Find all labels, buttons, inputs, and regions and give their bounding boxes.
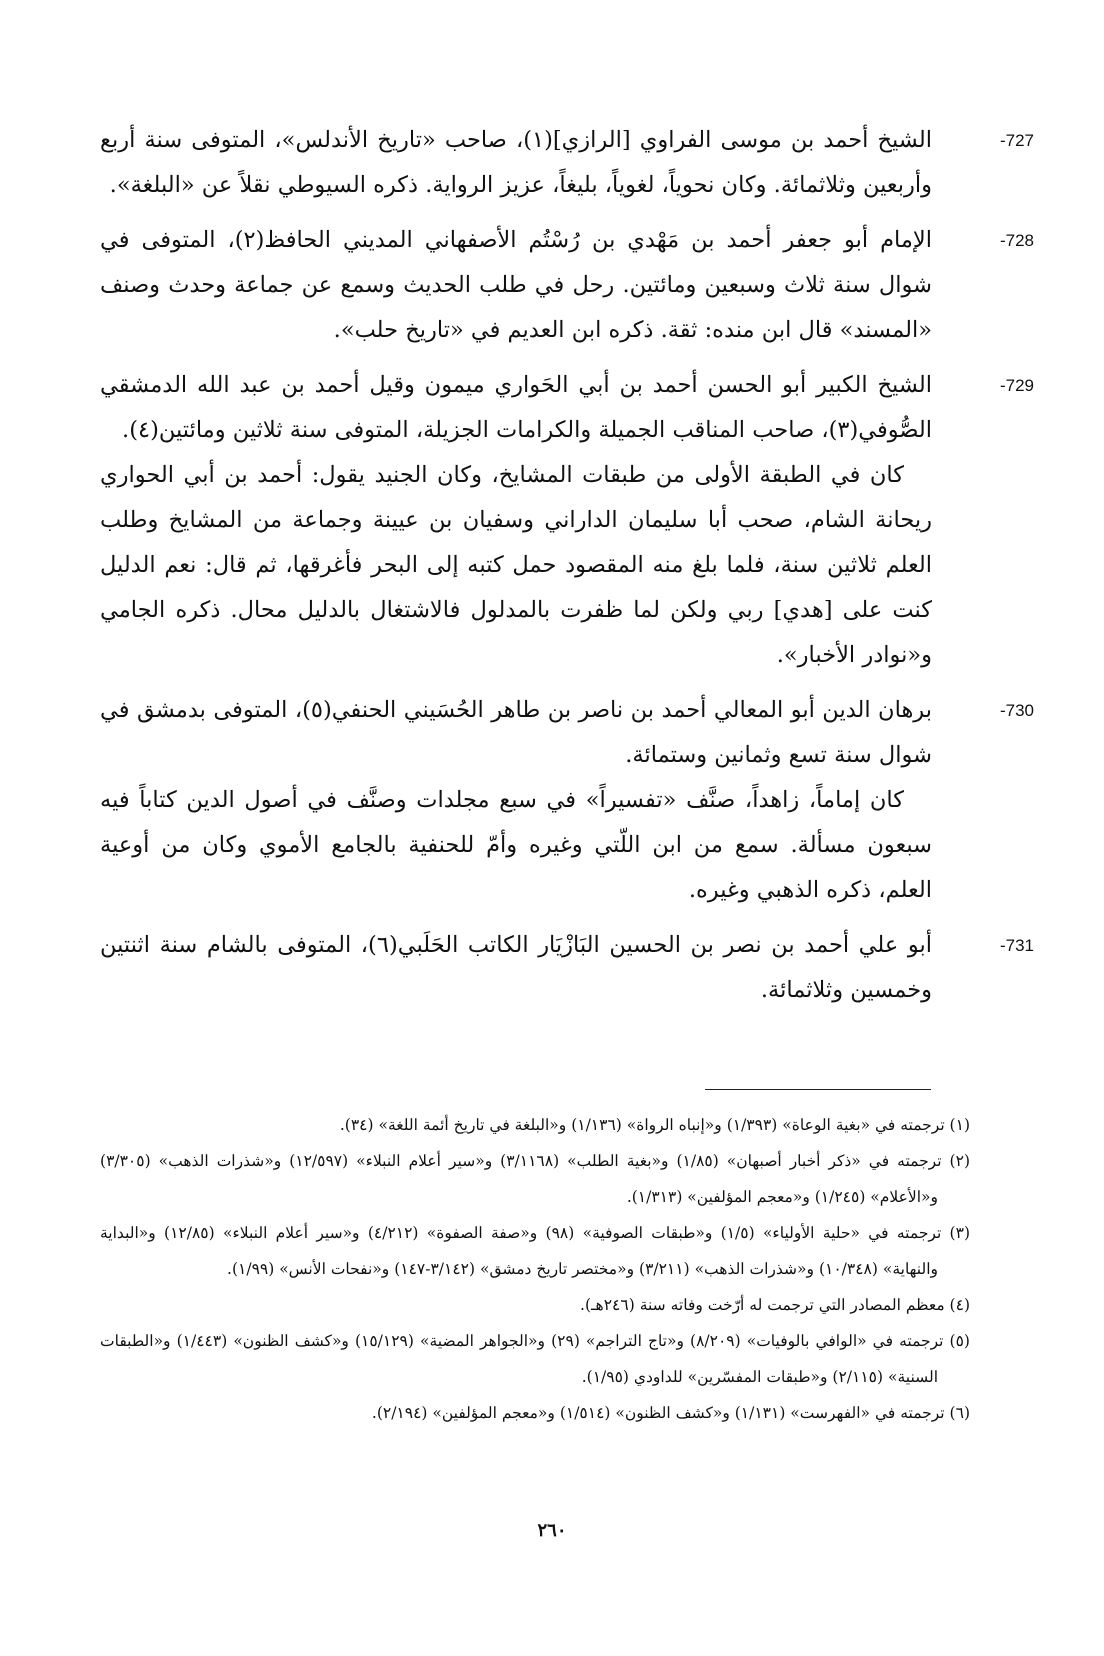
biography-entries [100,118,1034,1023]
entry-729 [100,363,1034,678]
footnotes [100,1107,970,1431]
entry-text: الإمام أبو جعفر أحمد بن مَهْدي بن رُسْتُم الأصفهاني المديني الحافظ(٢)، المتوفى في شوال سنة ثلاث وسبعين ومائتين. رحل في طلب الحديث وسمع عن جماعة وحدث وصنف «المسند» قال ابن منده: ثقة. ذكره ابن العديم في «تاريخ حلب». [100,227,932,343]
footnote-4: (٤) معظم المصادر التي ترجمت له أرّخت وفاته سنة (٢٤٦هـ). [580,1296,970,1314]
footnote-separator [705,1089,931,1090]
entry-text: برهان الدين أبو المعالي أحمد بن ناصر بن طاهر الحُسَيني الحنفي(٥)، المتوفى بدمشق في شوال سنة تسع وثمانين وستمائة. [100,697,932,768]
entry-number: -731 [999,936,1034,955]
entry-text-continued: كان في الطبقة الأولى من طبقات المشايخ، وكان الجنيد يقول: أحمد بن أبي الحواري ريحانة الشام، صحب أبا سليمان الداراني وسفيان بن عيينة وجماعة من المشايخ وطلب العلم ثلاثين سنة، فلما بلغ منه المقصود حمل كتبه إلى البحر فأغرقها، ثم قال: نعم الدليل كنت على [هدي] ربي ولكن لما ظفرت بالمدلول فالاشتغال بالدليل محال. ذكره الجامي و«نوادر الأخبار». [100,462,932,668]
entry-text: أبو علي أحمد بن نصر بن الحسين البَازْيَار الكاتب الحَلَبي(٦)، المتوفى بالشام سنة اثنتين وخمسين وثلاثمائة. [100,932,932,1003]
entry-730 [100,688,1034,913]
footnote-5: (٥) ترجمته في «الوافي بالوفيات» (٨/٢٠٩) و«تاج التراجم» (٢٩) و«الجواهر المضية» (١٥/١٢٩) و«كشف الظنون» (١/٤٤٣) و«الطبقات السنية» (٢/١١٥) و«طبقات المفسّرين» للداودي (١/٩٥). [100,1332,970,1386]
entry-number: -728 [999,231,1034,250]
entry-728 [100,218,1034,353]
footnote-3: (٣) ترجمته في «حلية الأولياء» (١/٥) و«طبقات الصوفية» (٩٨) و«صفة الصفوة» (٤/٢١٢) و«سير أعلام النبلاء» (١٢/٨٥) و«البداية والنهاية» (١٠/٣٤٨) و«شذرات الذهب» (٣/٢١١) و«مختصر تاريخ دمشق» (٣/١٤٢-١٤٧) و«نفحات الأنس» (١/٩٩). [100,1224,970,1278]
entry-727 [100,118,1034,208]
page-number: ٢٦٠ [537,1520,567,1541]
entry-number: -729 [999,376,1034,395]
entry-number: -730 [999,701,1034,720]
entry-731 [100,923,1034,1013]
entry-number: -727 [999,131,1034,150]
footnote-6: (٦) ترجمته في «الفهرست» (١/١٣١) و«كشف الظنون» (١/٥١٤) و«معجم المؤلفين» (٢/١٩٤). [371,1404,970,1422]
footnote-1: (١) ترجمته في «بغية الوعاة» (١/٣٩٣) و«إنباه الرواة» (١/١٣٦) و«البلغة في تاريخ أئمة اللغة» (٣٤). [339,1116,970,1134]
entry-text: الشيخ أحمد بن موسى الفراوي [الرازي](١)، صاحب «تاريخ الأندلس»، المتوفى سنة أربع وأربعين وثلاثمائة. وكان نحوياً، لغوياً، بليغاً، عزيز الرواية. ذكره السيوطي نقلاً عن «البلغة». [100,127,932,198]
footnote-2: (٢) ترجمته في «ذكر أخبار أصبهان» (١/٨٥) و«بغية الطلب» (٣/١١٦٨) و«سير أعلام النبلاء» (١٢/٥٩٧) و«شذرات الذهب» (٣/٣٠٥) و«الأعلام» (١/٢٤٥) و«معجم المؤلفين» (١/٣١٣). [100,1152,970,1206]
entry-text: الشيخ الكبير أبو الحسن أحمد بن أبي الحَواري ميمون وقيل أحمد بن عبد الله الدمشقي الصُّوفي(٣)، صاحب المناقب الجميلة والكرامات الجزيلة، المتوفى سنة ثلاثين ومائتين(٤). [100,372,932,443]
entry-text-continued: كان إماماً، زاهداً، صنَّف «تفسيراً» في سبع مجلدات وصنَّف في أصول الدين كتاباً فيه سبعون مسألة. سمع من ابن اللّتي وغيره وأمّ للحنفية بالجامع الأموي وكان من أوعية العلم، ذكره الذهبي وغيره. [100,787,932,903]
